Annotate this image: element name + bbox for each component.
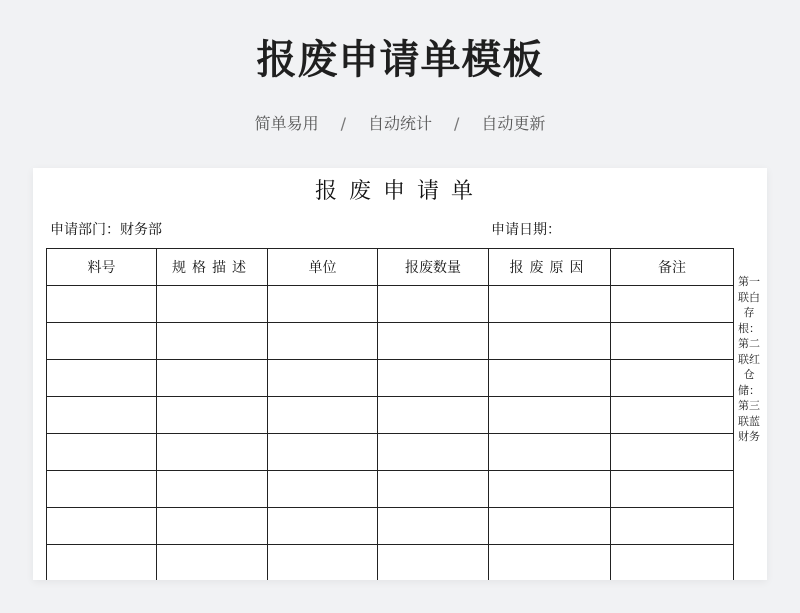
table-cell[interactable] (489, 545, 611, 581)
col-reason: 报废原因 (489, 249, 611, 286)
table-cell[interactable] (378, 323, 489, 360)
table-cell[interactable] (47, 286, 157, 323)
table-cell[interactable] (268, 508, 378, 545)
table-cell[interactable] (611, 397, 734, 434)
table-cell[interactable] (611, 545, 734, 581)
col-quantity: 报废数量 (378, 249, 489, 286)
table-row (47, 323, 734, 360)
table-cell[interactable] (268, 286, 378, 323)
table-cell[interactable] (611, 471, 734, 508)
table-cell[interactable] (489, 286, 611, 323)
table-cell[interactable] (268, 397, 378, 434)
table-cell[interactable] (489, 471, 611, 508)
table-cell[interactable] (47, 434, 157, 471)
table-cell[interactable] (157, 434, 268, 471)
table-row (47, 434, 734, 471)
tagline (0, 112, 800, 136)
table-cell[interactable] (378, 397, 489, 434)
table-cell[interactable] (268, 323, 378, 360)
table-cell[interactable] (47, 360, 157, 397)
department-label: 申请部门：财务部 (50, 222, 162, 238)
table-cell[interactable] (378, 471, 489, 508)
table-cell[interactable] (268, 434, 378, 471)
table-cell[interactable] (489, 508, 611, 545)
table-cell[interactable] (157, 286, 268, 323)
table-cell[interactable] (489, 360, 611, 397)
col-part-no: 料号 (47, 249, 157, 286)
table-cell[interactable] (157, 323, 268, 360)
tag-separator: / (340, 114, 346, 133)
table-row (47, 360, 734, 397)
table-cell[interactable] (378, 360, 489, 397)
table-cell[interactable] (611, 286, 734, 323)
table-row (47, 508, 734, 545)
tag-separator: / (454, 114, 460, 133)
tag-easy: 简单易用 (254, 114, 319, 133)
table-cell[interactable] (47, 508, 157, 545)
table-cell[interactable] (157, 508, 268, 545)
scrap-table (46, 248, 734, 580)
tag-auto-update: 自动更新 (481, 114, 546, 133)
table-row (47, 471, 734, 508)
table-cell[interactable] (611, 434, 734, 471)
table-cell[interactable] (611, 508, 734, 545)
page-title: 报废申请单模板 (256, 37, 544, 83)
table-cell[interactable] (378, 545, 489, 581)
table-cell[interactable] (378, 286, 489, 323)
table-cell[interactable] (268, 545, 378, 581)
table-cell[interactable] (489, 323, 611, 360)
table-cell[interactable] (489, 434, 611, 471)
table-row (47, 397, 734, 434)
table-cell[interactable] (611, 323, 734, 360)
copy-distribution-note: 第一联白存根：第二联红仓储：第三联蓝财务 (738, 275, 760, 443)
table-cell[interactable] (47, 323, 157, 360)
table-row (47, 545, 734, 581)
table-cell[interactable] (157, 360, 268, 397)
table-row (47, 286, 734, 323)
col-unit: 单位 (268, 249, 378, 286)
table-cell[interactable] (268, 360, 378, 397)
form-title: 报废申请单 (314, 179, 485, 204)
table-cell[interactable] (489, 397, 611, 434)
date-label: 申请日期： (491, 222, 561, 238)
table-cell[interactable] (157, 397, 268, 434)
table-cell[interactable] (47, 471, 157, 508)
table-cell[interactable] (47, 397, 157, 434)
table-header-row (47, 249, 734, 286)
table-cell[interactable] (157, 545, 268, 581)
table-cell[interactable] (611, 360, 734, 397)
table-cell[interactable] (157, 471, 268, 508)
form-sheet (33, 168, 767, 580)
table-cell[interactable] (378, 508, 489, 545)
table-cell[interactable] (268, 471, 378, 508)
table-cell[interactable] (47, 545, 157, 581)
table-cell[interactable] (378, 434, 489, 471)
col-spec: 规格描述 (157, 249, 268, 286)
col-remark: 备注 (611, 249, 734, 286)
tag-auto-stat: 自动统计 (367, 114, 432, 133)
